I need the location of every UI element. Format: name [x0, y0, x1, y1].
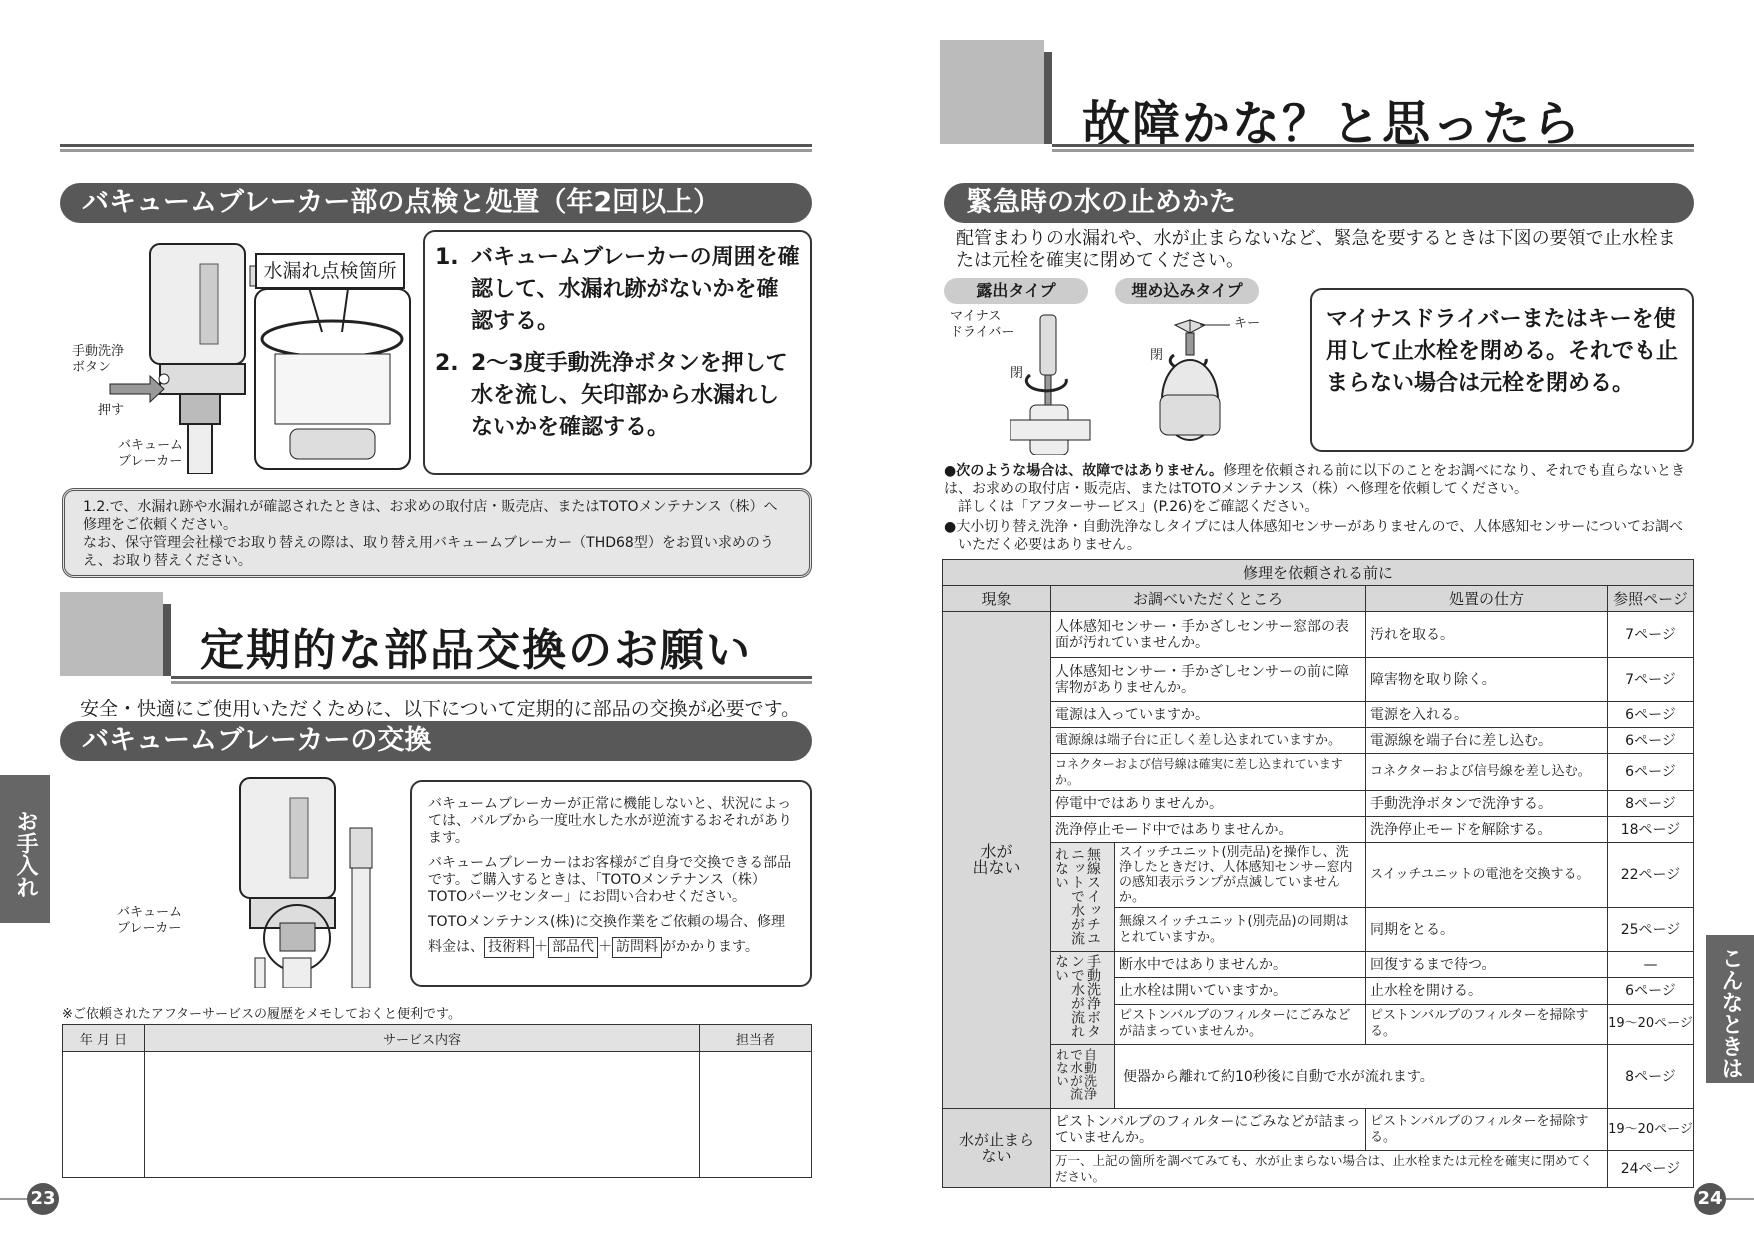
- memo-header-person: 担当者: [700, 1025, 812, 1052]
- bullet1-detail: 詳しくは「アフターサービス」(P.26)をご確認ください。: [958, 499, 1319, 515]
- sub-wireless: [1051, 843, 1115, 952]
- big-title-parts-replacement: 定期的な部品交換のお願い: [200, 625, 752, 676]
- sub-auto: [1051, 1045, 1115, 1109]
- row-6-page: 8ページ: [1608, 791, 1694, 817]
- title-accent-shadow-right: [1044, 52, 1052, 144]
- breaker-label: バキューム ブレーカー: [118, 438, 184, 469]
- row-7-page: 18ページ: [1608, 817, 1694, 843]
- bottom-rule-left: [0, 1198, 30, 1200]
- title-accent-shadow-left: [163, 604, 171, 676]
- close-label-2: 閉: [1150, 348, 1164, 363]
- top-rule-left: [60, 144, 812, 152]
- big-title-troubleshooting: 故障かな？と思ったら: [1082, 96, 1583, 152]
- fee-technical: 技術料: [484, 937, 534, 958]
- bullet-dot-1: ●: [944, 463, 957, 479]
- fee-line: [428, 937, 794, 958]
- key-label: キー: [1234, 316, 1261, 331]
- replace-paragraph-3: TOTOメンテナンス(株)に交換作業をご依頼の場合、修理: [428, 914, 785, 930]
- intro-text-left: 安全・快適にご使用いただくために、以下について定期的に部品の交換が必要です。: [80, 698, 801, 720]
- row-8-check: スイッチユニット(別売品)を操作し、洗浄したときだけ、人体感知センサー窓内の感知表示ランプが点滅していませんか。: [1115, 843, 1366, 908]
- steps-box: [423, 230, 812, 475]
- row-15-check: 万一、上記の箇所を調べてみても、水が止まらない場合は、止水栓または元栓を確実に閉めてください。: [1051, 1151, 1608, 1188]
- replace-info-box: [410, 780, 812, 987]
- title-rule-right: [1052, 144, 1694, 152]
- sub-manual-label: 手動洗浄ボタンで水が流れない: [1053, 954, 1101, 1038]
- step-1: [435, 242, 800, 338]
- row-3-action: 電源を入れる。: [1366, 702, 1608, 728]
- row-4-page: 6ページ: [1608, 728, 1694, 754]
- leak-notice-box: [62, 488, 812, 578]
- side-tab-care[interactable]: お手入れ: [0, 775, 50, 923]
- row-2-check: 人体感知センサー・手かざしセンサーの前に障害物がありませんか。: [1051, 658, 1366, 702]
- row-10-check: 断水中ではありませんか。: [1115, 952, 1366, 978]
- page-number-right: 24: [1694, 1183, 1726, 1215]
- memo-header-date: 年 月 日: [63, 1025, 145, 1052]
- bullet2-text: 大小切り替え洗浄・自動洗浄なしタイプには人体感知センサーがありませんので、人体感知センサーについてお調べいただく必要はありません。: [956, 519, 1683, 553]
- page-number-left: 23: [27, 1183, 59, 1215]
- type-embedded-tag: 埋め込みタイプ: [1115, 278, 1259, 304]
- row-6-action: 手動洗浄ボタンで洗浄する。: [1366, 791, 1608, 817]
- row-2-action: 障害物を取り除く。: [1366, 658, 1608, 702]
- row-1-check: 人体感知センサー・手かざしセンサー窓部の表面が汚れていませんか。: [1051, 612, 1366, 658]
- row-13-page: 8ページ: [1608, 1045, 1694, 1109]
- step-2: [435, 348, 800, 444]
- row-7-action: 洗浄停止モードを解除する。: [1366, 817, 1608, 843]
- group-water-not-stop: 水が止まら ない: [943, 1109, 1051, 1188]
- row-5-action: コネクターおよび信号線を差し込む。: [1366, 754, 1608, 791]
- header-symptom: 現象: [943, 586, 1051, 612]
- fee-parts: 部品代: [548, 937, 598, 958]
- row-10-page: —: [1608, 952, 1694, 978]
- emergency-intro: 配管まわりの水漏れや、水が止まらないなど、緊急を要するときは下図の要領で止水栓または元栓を確実に閉めてください。: [956, 228, 1676, 271]
- row-14-page: 19～20ページ: [1608, 1109, 1694, 1151]
- group-no-water: 水が 出ない: [943, 612, 1051, 1109]
- row-3-check: 電源は入っていますか。: [1051, 702, 1366, 728]
- row-6-check: 停電中ではありませんか。: [1051, 791, 1366, 817]
- bullet-dot-2: ●: [944, 519, 957, 535]
- push-label: 押す: [98, 403, 125, 418]
- row-13-check: 便器から離れて約10秒後に自動で水が流れます。: [1115, 1045, 1608, 1109]
- replace-paragraph-2: バキュームブレーカーはお客様がご自身で交換できる部品です。ご購入するときは、「TOTOメンテナンス（株）TOTOパーツセンター」にお問い合わせください。: [428, 855, 792, 905]
- notice-line-2: なお、保守管理会社様でお取り替えの際は、取り替え用バキュームブレーカー（THD68型）をお買い求めのうえ、お取り替えください。: [83, 535, 774, 569]
- sub-auto-label: 自動洗浄で水が流れない: [1053, 1047, 1096, 1100]
- not-fault-note: [944, 462, 1694, 516]
- row-12-action: ピストンバルブのフィルターを掃除する。: [1366, 1004, 1608, 1044]
- shutoff-callout-box: [1310, 288, 1694, 452]
- type-exposed-tag: 露出タイプ: [944, 278, 1088, 304]
- manual-flush-button-label: 手動洗浄 ボタン: [72, 344, 125, 375]
- memo-cell-service[interactable]: [145, 1052, 700, 1178]
- breaker-replace-diagram: [200, 768, 400, 988]
- bottom-rule-right: [1724, 1198, 1754, 1200]
- section-title-breaker-replace: バキュームブレーカーの交換: [60, 721, 812, 761]
- memo-cell-person[interactable]: [700, 1052, 812, 1178]
- memo-cell-date[interactable]: [63, 1052, 145, 1178]
- side-tab-troubleshoot[interactable]: こんなときは: [1706, 935, 1754, 1083]
- row-7-check: 洗浄停止モード中ではありませんか。: [1051, 817, 1366, 843]
- driver-label: マイナス ドライバー: [950, 309, 1015, 340]
- row-1-page: 7ページ: [1608, 612, 1694, 658]
- close-label-1: 閉: [1010, 366, 1024, 381]
- row-14-check: ピストンバルブのフィルターにごみなどが詰まっていませんか。: [1051, 1109, 1366, 1151]
- row-2-page: 7ページ: [1608, 658, 1694, 702]
- row-8-action: スイッチユニットの電池を交換する。: [1366, 843, 1608, 908]
- row-11-action: 止水栓を開ける。: [1366, 978, 1608, 1004]
- sub-wireless-label: 無線スイッチユニットで水が流れない: [1053, 847, 1101, 945]
- row-10-action: 回復するまで待つ。: [1366, 952, 1608, 978]
- title-accent-right: [940, 40, 1044, 144]
- row-11-check: 止水栓は開いていますか。: [1115, 978, 1366, 1004]
- memo-header-service: サービス内容: [145, 1025, 700, 1052]
- step-1-text: バキュームブレーカーの周囲を確認して、水漏れ跡がないかを確認する。: [471, 245, 800, 334]
- section-title-emergency: 緊急時の水の止めかた: [944, 183, 1694, 223]
- section-title-breaker-check: バキュームブレーカー部の点検と処置（年2回以上）: [60, 183, 812, 223]
- bullet1-rest: 修理を依頼される前に以下のことをお調べになり、それでも直らないときは、お求めの取付店・販売店、またはTOTOメンテナンス（株）へ修理を依頼してください。: [944, 463, 1686, 497]
- row-9-action: 同期をとる。: [1366, 908, 1608, 952]
- replace-paragraph-1: バキュームブレーカーが正常に機能しないと、状況によっては、バルブから一度吐水した水が逆流するおそれがあります。: [428, 796, 792, 846]
- fee-plus-1: ＋: [534, 939, 548, 955]
- step-2-num: 2.: [435, 351, 459, 376]
- row-12-check: ピストンバルブのフィルターにごみなどが詰まっていませんか。: [1115, 1004, 1366, 1044]
- fee-suffix: がかかります。: [662, 939, 759, 955]
- row-14-action: ピストンバルブのフィルターを掃除する。: [1366, 1109, 1608, 1151]
- bullet1-bold: 次のような場合は、故障ではありません。: [956, 463, 1224, 479]
- troubleshooting-table: [942, 559, 1694, 1188]
- row-9-page: 25ページ: [1608, 908, 1694, 952]
- header-check: お調べいただくところ: [1051, 586, 1366, 612]
- header-action: 処置の仕方: [1366, 586, 1608, 612]
- sub-manual: [1051, 952, 1115, 1045]
- notice-line-1: 1.2.で、水漏れ跡や水漏れが確認されたときは、お求めの取付店・販売店、またはTOTOメンテナンス（株）へ修理をご依頼ください。: [83, 499, 778, 533]
- row-5-check: コネクターおよび信号線は確実に差し込まれていますか。: [1051, 754, 1366, 791]
- step-2-text: 2～3度手動洗浄ボタンを押して水を流し、矢印部から水漏れしないかを確認する。: [471, 351, 788, 440]
- breaker-label-2: バキューム ブレーカー: [117, 905, 183, 936]
- header-page: 参照ページ: [1608, 586, 1694, 612]
- title-rule-left: [171, 676, 812, 684]
- row-11-page: 6ページ: [1608, 978, 1694, 1004]
- table-caption: 修理を依頼される前に: [943, 560, 1694, 586]
- fee-visit: 訪問料: [612, 937, 662, 958]
- shutoff-callout-text: マイナスドライバーまたはキーを使用して止水栓を閉める。それでも止まらない場合は元栓を閉める。: [1326, 307, 1679, 396]
- row-1-action: 汚れを取る。: [1366, 612, 1608, 658]
- title-accent-left: [60, 592, 163, 676]
- leak-check-callout: 水漏れ点検箇所: [255, 253, 405, 289]
- row-4-action: 電源線を端子台に差し込む。: [1366, 728, 1608, 754]
- fee-plus-2: ＋: [598, 939, 612, 955]
- row-15-page: 24ページ: [1608, 1151, 1694, 1188]
- fee-prefix: 料金は、: [428, 939, 484, 955]
- row-5-page: 6ページ: [1608, 754, 1694, 791]
- service-memo-table: [62, 1024, 812, 1178]
- row-8-page: 22ページ: [1608, 843, 1694, 908]
- step-1-num: 1.: [435, 245, 459, 270]
- row-4-check: 電源線は端子台に正しく差し込まれていますか。: [1051, 728, 1366, 754]
- row-12-page: 19～20ページ: [1608, 1004, 1694, 1044]
- row-9-check: 無線スイッチユニット(別売品)の同期はとれていますか。: [1115, 908, 1366, 952]
- sensor-note: [944, 518, 1694, 554]
- row-3-page: 6ページ: [1608, 702, 1694, 728]
- memo-note: ※ご依頼されたアフターサービスの履歴をメモしておくと便利です。: [62, 1007, 461, 1022]
